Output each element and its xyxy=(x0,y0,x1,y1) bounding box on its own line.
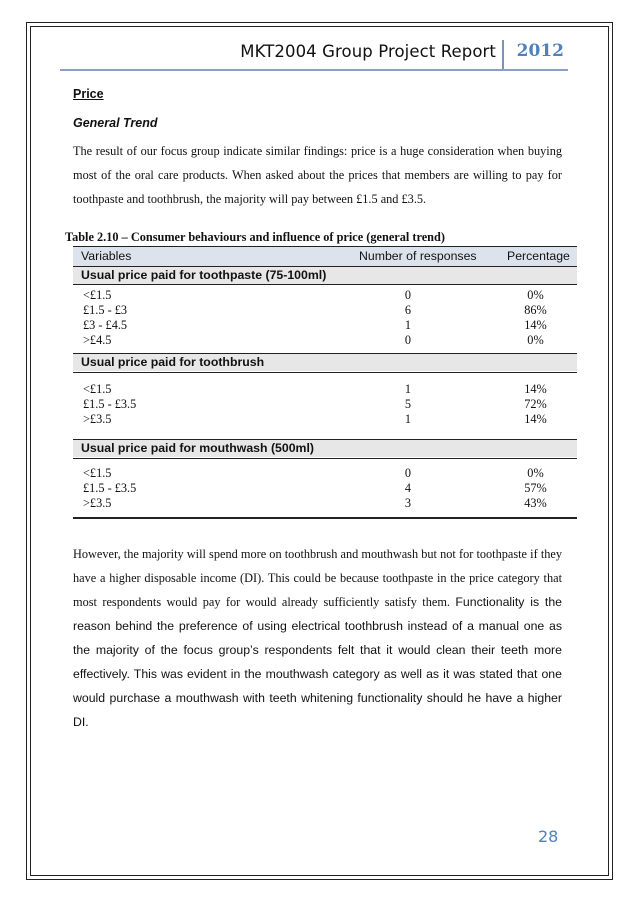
table-row-responses: 0 xyxy=(404,288,412,302)
table-row-responses: 3 xyxy=(404,496,412,510)
section-heading-price: Price xyxy=(73,87,104,101)
table-row-percentage: 0% xyxy=(527,466,544,480)
table-row-label: <£1.5 xyxy=(83,288,112,302)
group-title-toothbrush: Usual price paid for toothbrush xyxy=(81,355,265,369)
paragraph-conclusion-part2: Functionality is the reason behind the preference of using electrical toothbrush instead of a manual one as the majority of the focus group’s respondents felt that it would clean their teeth more effectively. This was evident in the mouthwash category as well as it was stated that one would purchase a mouthwash with teeth whitening functionality should he have a higher DI. xyxy=(73,595,563,729)
table-row-percentage: 43% xyxy=(524,496,547,510)
group-rule xyxy=(73,284,577,285)
table-row-label: £1.5 - £3 xyxy=(83,303,128,317)
page-header xyxy=(60,40,568,70)
table-row-responses: 0 xyxy=(404,466,412,480)
group-title-toothpaste: Usual price paid for toothpaste (75-100ml) xyxy=(81,268,327,282)
table-row-percentage: 14% xyxy=(524,318,547,332)
table-row-percentage: 14% xyxy=(524,412,547,426)
table-header-row xyxy=(73,247,577,266)
header-separator xyxy=(502,40,504,70)
table-row-label: >£3.5 xyxy=(83,496,112,510)
table-row-percentage: 0% xyxy=(527,288,544,302)
group-title-mouthwash: Usual price paid for mouthwash (500ml) xyxy=(81,441,315,455)
table-row-responses: 4 xyxy=(404,481,412,495)
header-title: MKT2004 Group Project Report xyxy=(240,42,496,61)
header-rule xyxy=(60,69,568,71)
paragraph-intro: The result of our focus group indicate similar findings: price is a huge consideration when buying most of the oral care products. When asked about the prices that members are willing to pay for toothpaste and toothbrush, the majority will pay between £1.5 and £3.5. xyxy=(73,144,562,206)
table-row-label: >£3.5 xyxy=(83,412,112,426)
price-table xyxy=(73,246,577,518)
table-row-responses: 5 xyxy=(404,397,412,411)
group-rule xyxy=(73,372,577,373)
table-bottom-rule xyxy=(73,517,577,519)
paragraph-conclusion xyxy=(73,542,562,734)
group-rule xyxy=(73,458,577,459)
table-row-responses: 6 xyxy=(404,303,412,317)
table-row-label: <£1.5 xyxy=(83,382,112,396)
table-row-label: >£4.5 xyxy=(83,333,112,347)
table-row-percentage: 86% xyxy=(524,303,547,317)
table-row-responses: 0 xyxy=(404,333,412,347)
table-row-responses: 1 xyxy=(404,382,412,396)
table-row-percentage: 72% xyxy=(524,397,547,411)
table-row-label: £1.5 - £3.5 xyxy=(83,481,137,495)
page-number: 28 xyxy=(538,827,559,846)
paragraph-conclusion-part1: However, the majority will spend more on toothbrush and mouthwash but not for toothpaste if they have a higher disposable income (DI). This could be because toothpaste in the price category that most respondents would pay for would already sufficiently satisfy them. xyxy=(73,547,562,609)
subheading-general-trend: General Trend xyxy=(73,116,158,130)
table-row-percentage: 0% xyxy=(527,333,544,347)
table-row-responses: 1 xyxy=(404,412,412,426)
table-row-label: <£1.5 xyxy=(83,466,112,480)
header-variables: Variables xyxy=(81,249,132,263)
header-responses: Number of responses xyxy=(359,249,477,263)
header-percentage: Percentage xyxy=(507,249,570,263)
table-row-percentage: 57% xyxy=(524,481,547,495)
table-row-label: £3 - £4.5 xyxy=(83,318,128,332)
table-row-percentage: 14% xyxy=(524,382,547,396)
table-caption: Table 2.10 – Consumer behaviours and influence of price (general trend) xyxy=(65,230,445,244)
header-year: 2012 xyxy=(516,41,564,61)
table-row-label: £1.5 - £3.5 xyxy=(83,397,137,411)
table-row-responses: 1 xyxy=(404,318,412,332)
